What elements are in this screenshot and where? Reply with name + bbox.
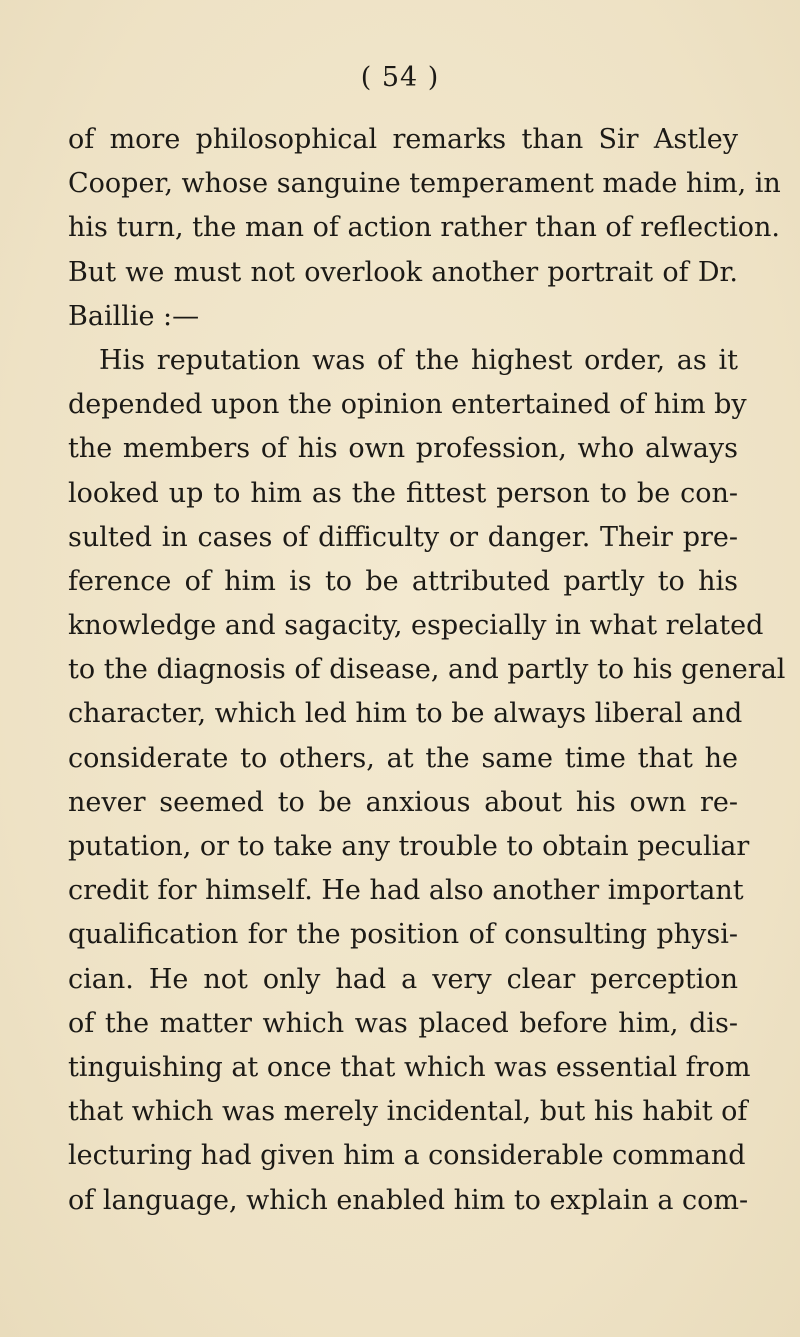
text-line: never seemed to be anxious about his own re-	[68, 786, 738, 818]
text-line: of the matter which was placed before him, dis-	[68, 1007, 738, 1039]
text-line: character, which led him to be always liberal and	[68, 698, 743, 730]
text-line: ference of him is to be attributed partly to his	[68, 565, 738, 597]
text-line: looked up to him as the fittest person to be con-	[68, 477, 738, 509]
text-line: his turn, the man of action rather than of reflection.	[68, 212, 780, 244]
body-text	[68, 118, 786, 1223]
text-line: of more philosophical remarks than Sir Astley	[68, 124, 738, 155]
text-line: cian. He not only had a very clear perception	[68, 963, 738, 995]
text-line: that which was merely incidental, but his habit of	[68, 1096, 748, 1128]
text-line: to the diagnosis of disease, and partly to his general	[68, 654, 786, 686]
text-line: credit for himself. He had also another important	[68, 875, 744, 907]
text-line: sulted in cases of difficulty or danger. Their pre-	[68, 521, 738, 553]
text-line: tinguishing at once that which was essential from	[68, 1051, 751, 1083]
text-line: Baillie :—	[68, 300, 200, 332]
paragraph-start-line: His reputation was of the highest order, as it	[99, 344, 738, 376]
text-line: Cooper, whose sanguine temperament made him, in	[68, 168, 781, 200]
text-line: the members of his own profession, who always	[68, 433, 738, 465]
text-line: knowledge and sagacity, especially in what related	[68, 610, 764, 642]
text-line: depended upon the opinion entertained of him by	[68, 389, 747, 421]
text-line: But we must not overlook another portrait of Dr.	[68, 256, 738, 288]
text-line: lecturing had given him a considerable command	[68, 1140, 746, 1172]
text-line: of language, which enabled him to explain a com-	[68, 1184, 749, 1216]
page-number: ( 54 )	[360, 62, 440, 93]
text-line: considerate to others, at the same time that he	[68, 742, 738, 774]
text-line: putation, or to take any trouble to obtain peculiar	[68, 831, 750, 862]
text-line: qualification for the position of consulting physi-	[68, 919, 738, 951]
